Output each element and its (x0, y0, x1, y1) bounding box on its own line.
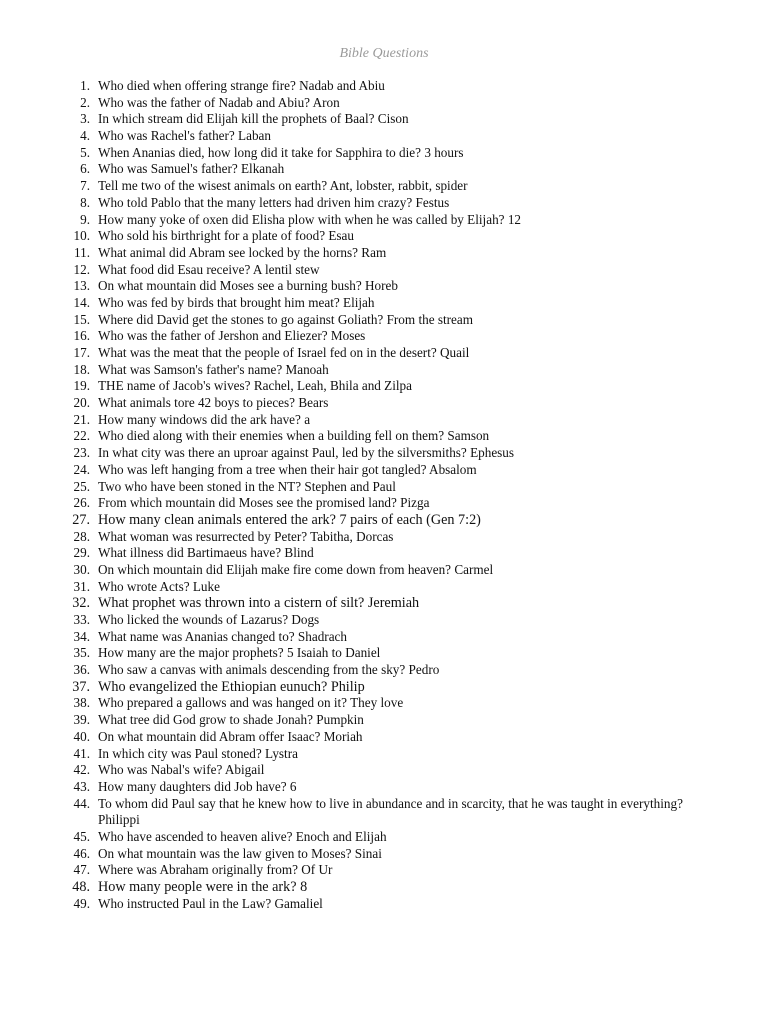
question-text: What animal did Abram see locked by the horns? Ram (98, 244, 387, 260)
question-text: To whom did Paul say that he knew how to live in abundance and in scarcity, that he was taught in everything? Philippi (98, 795, 683, 828)
question-text: What illness did Bartimaeus have? Blind (98, 545, 314, 561)
question-text: In which city was Paul stoned? Lystra (98, 745, 298, 761)
question-text: What was the meat that the people of Israel fed on in the desert? Quail (98, 345, 470, 360)
question-text: Who died along with their enemies when a building fell on them? Samson (98, 428, 490, 444)
question-text: Who have ascended to heaven alive? Enoch and Elijah (98, 828, 387, 844)
question-text: On which mountain did Elijah make fire come down from heaven? Carmel (98, 561, 494, 577)
list-item (0, 312, 768, 329)
question-number: 49. (73, 895, 90, 911)
question-number: 43. (73, 778, 90, 794)
question-text: How many clean animals entered the ark? 7 pairs of each (Gen 7:2) (98, 511, 481, 528)
question-text: THE name of Jacob's wives? Rachel, Leah, Bhila and Zilpa (98, 378, 413, 394)
question-number: 12. (73, 261, 90, 277)
list-item (0, 378, 768, 395)
question-text: Who told Pablo that the many letters had driven him crazy? Festus (98, 194, 450, 210)
question-number: 33. (73, 612, 90, 627)
question-number: 16. (73, 328, 90, 344)
question-number: 41. (73, 745, 90, 761)
list-item (0, 579, 768, 596)
list-item (0, 278, 768, 295)
list-item (0, 545, 768, 562)
list-item (0, 629, 768, 646)
list-item (0, 479, 768, 496)
question-number: 22. (73, 428, 90, 444)
question-number: 17. (73, 345, 90, 360)
list-item (0, 846, 768, 863)
question-text: What prophet was thrown into a cistern of silt? Jeremiah (98, 595, 420, 612)
question-text: Where did David get the stones to go against Goliath? From the stream (98, 311, 474, 327)
question-number: 26. (73, 495, 90, 511)
question-number: 37. (72, 678, 90, 695)
question-text: In what city was there an uproar against Paul, led by the silversmiths? Ephesus (98, 445, 515, 461)
question-number: 30. (73, 561, 90, 577)
question-number: 29. (73, 545, 90, 561)
question-number: 14. (73, 294, 90, 310)
list-item (0, 428, 768, 445)
question-number: 48. (72, 879, 90, 896)
question-text: On what mountain did Moses see a burning bush? Horeb (98, 278, 398, 294)
question-number: 2. (80, 94, 90, 110)
question-number: 1. (80, 78, 90, 93)
document-title: Bible Questions (339, 46, 429, 61)
question-number: 24. (73, 461, 90, 477)
question-number: 19. (73, 378, 90, 394)
question-number: 32. (72, 595, 90, 612)
list-item (0, 345, 768, 362)
question-text: Who licked the wounds of Lazarus? Dogs (98, 612, 320, 627)
question-text: Tell me two of the wisest animals on earth? Ant, lobster, rabbit, spider (98, 178, 468, 194)
list-item (0, 128, 768, 145)
list-item (0, 78, 768, 95)
question-text: Who was the father of Nadab and Abiu? Aron (98, 94, 340, 110)
question-number: 25. (73, 478, 90, 494)
question-text: Who was Nabal's wife? Abigail (98, 762, 265, 778)
question-number: 40. (73, 728, 90, 744)
question-number: 9. (80, 211, 90, 227)
list-item (0, 695, 768, 712)
question-text: Who wrote Acts? Luke (98, 578, 220, 594)
list-item (0, 645, 768, 662)
question-number: 27. (72, 511, 90, 528)
question-text: Two who have been stoned in the NT? Stephen and Paul (98, 478, 396, 494)
list-item (0, 445, 768, 462)
list-item (0, 495, 768, 512)
question-text: Who was fed by birds that brought him meat? Elijah (98, 294, 375, 310)
list-item (0, 712, 768, 729)
question-text: What name was Ananias changed to? Shadrach (98, 628, 348, 644)
question-number: 35. (73, 645, 90, 661)
question-number: 39. (73, 712, 90, 728)
list-item (0, 145, 768, 162)
question-text: Who died when offering strange fire? Nadab and Abiu (98, 78, 385, 93)
question-text: Who was left hanging from a tree when their hair got tangled? Absalom (98, 461, 477, 477)
list-item (0, 779, 768, 796)
question-number: 21. (73, 411, 90, 427)
list-item (0, 595, 768, 612)
list-item (0, 228, 768, 245)
question-number: 4. (80, 128, 90, 144)
question-number: 5. (80, 144, 90, 160)
question-number: 6. (80, 161, 90, 177)
question-text: How many are the major prophets? 5 Isaiah to Daniel (98, 645, 381, 661)
list-item (0, 362, 768, 379)
question-text: In which stream did Elijah kill the prophets of Baal? Cison (98, 111, 409, 127)
question-text: When Ananias died, how long did it take for Sapphira to die? 3 hours (98, 144, 464, 160)
list-item (0, 662, 768, 679)
question-text: Who sold his birthright for a plate of food? Esau (98, 228, 354, 244)
question-number: 38. (73, 695, 90, 711)
question-text: On what mountain did Abram offer Isaac? Moriah (98, 728, 363, 744)
question-text: On what mountain was the law given to Moses? Sinai (98, 845, 382, 861)
list-item (0, 746, 768, 763)
list-item (0, 95, 768, 112)
list-item (0, 879, 768, 896)
question-number: 20. (73, 395, 90, 411)
list-item (0, 412, 768, 429)
question-number: 23. (73, 445, 90, 461)
list-item (0, 679, 768, 696)
list-item (0, 111, 768, 128)
question-text: What tree did God grow to shade Jonah? Pumpkin (98, 712, 364, 728)
question-text: Who was Samuel's father? Elkanah (98, 161, 285, 177)
question-text: How many daughters did Job have? 6 (98, 778, 297, 794)
list-item (0, 829, 768, 846)
list-item (0, 195, 768, 212)
list-item (0, 896, 768, 913)
question-text: What animals tore 42 boys to pieces? Bears (98, 395, 329, 411)
list-item (0, 562, 768, 579)
list-item (0, 328, 768, 345)
question-number: 18. (73, 361, 90, 377)
list-item (0, 262, 768, 279)
list-item (0, 462, 768, 479)
question-text: Who evangelized the Ethiopian eunuch? Philip (98, 678, 365, 695)
list-item (0, 295, 768, 312)
list-item (0, 762, 768, 779)
list-item (0, 212, 768, 229)
list-item (0, 529, 768, 546)
question-number: 47. (73, 862, 90, 878)
question-text: From which mountain did Moses see the promised land? Pizga (98, 495, 430, 511)
list-item (0, 161, 768, 178)
question-number: 34. (73, 628, 90, 644)
question-text: Who prepared a gallows and was hanged on it? They love (98, 695, 404, 711)
question-number: 3. (80, 111, 90, 127)
question-text: Where was Abraham originally from? Of Ur (98, 862, 333, 878)
question-text: How many people were in the ark? 8 (98, 879, 308, 896)
question-text: How many windows did the ark have? a (98, 411, 311, 427)
question-number: 36. (73, 662, 90, 678)
question-number: 8. (80, 194, 90, 210)
question-number: 15. (73, 311, 90, 327)
list-item (0, 862, 768, 879)
list-item (0, 612, 768, 629)
question-number: 44. (73, 795, 90, 811)
list-item (0, 512, 768, 529)
question-text: What food did Esau receive? A lentil stew (98, 261, 320, 277)
question-text: Who saw a canvas with animals descending from the sky? Pedro (98, 662, 440, 678)
list-item (0, 796, 768, 829)
question-text: Who was the father of Jershon and Eliezer? Moses (98, 328, 366, 344)
question-number: 31. (73, 578, 90, 594)
question-text: What woman was resurrected by Peter? Tabitha, Dorcas (98, 528, 394, 544)
question-text: Who instructed Paul in the Law? Gamaliel (98, 895, 323, 911)
question-text: What was Samson's father's name? Manoah (98, 361, 329, 377)
question-number: 45. (73, 828, 90, 844)
question-number: 28. (73, 528, 90, 544)
question-number: 46. (73, 845, 90, 861)
question-list (0, 78, 768, 912)
list-item (0, 729, 768, 746)
question-number: 42. (73, 762, 90, 778)
question-number: 11. (74, 244, 90, 260)
question-text: How many yoke of oxen did Elisha plow with when he was called by Elijah? 12 (98, 211, 522, 227)
question-number: 13. (73, 278, 90, 294)
question-number: 10. (73, 228, 90, 244)
list-item (0, 395, 768, 412)
list-item (0, 245, 768, 262)
question-text: Who was Rachel's father? Laban (98, 128, 272, 144)
list-item (0, 178, 768, 195)
question-number: 7. (80, 178, 90, 194)
